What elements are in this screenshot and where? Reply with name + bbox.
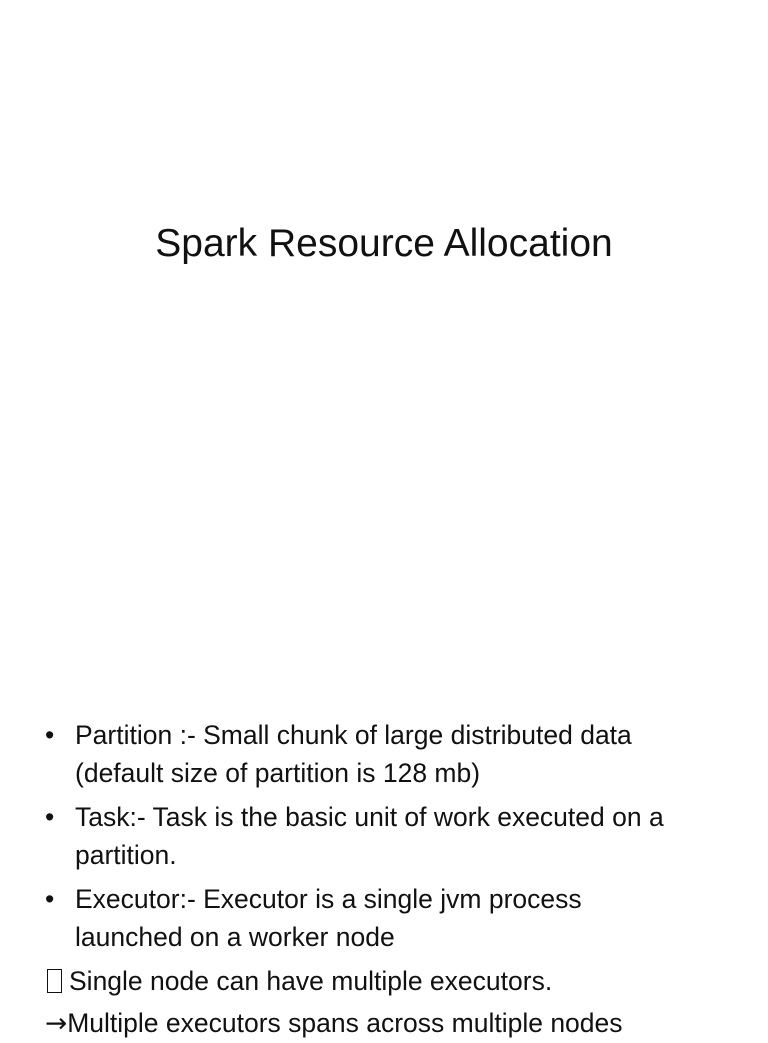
bullet-text-line: partition. [75, 840, 177, 870]
bullet-dot: • [45, 720, 55, 750]
slide-body [42, 716, 742, 1043]
bullet-dot: • [45, 884, 55, 914]
bullet-text-line: Partition :- Small chunk of large distributed data [75, 720, 632, 750]
bullet-dot: • [45, 802, 55, 832]
bullet-task [42, 798, 742, 874]
bullet-text-line: (default size of partition is 128 mb) [75, 758, 481, 788]
right-arrow-icon: → [45, 1008, 68, 1039]
slide-title: Spark Resource Allocation [155, 222, 613, 265]
bullet-text-line: Task:- Task is the basic unit of work executed on a [75, 802, 664, 832]
note-text: Single node can have multiple executors. [69, 966, 553, 996]
bullet-text-line: launched on a worker node [75, 922, 395, 952]
bullet-partition [42, 716, 742, 792]
box-glyph-icon [47, 969, 62, 993]
note-text: Multiple executors spans across multiple nodes [67, 1008, 623, 1038]
bullet-text-line: Executor:- Executor is a single jvm process [75, 884, 582, 914]
note-single-node [42, 962, 742, 1000]
bullet-executor [42, 880, 742, 956]
